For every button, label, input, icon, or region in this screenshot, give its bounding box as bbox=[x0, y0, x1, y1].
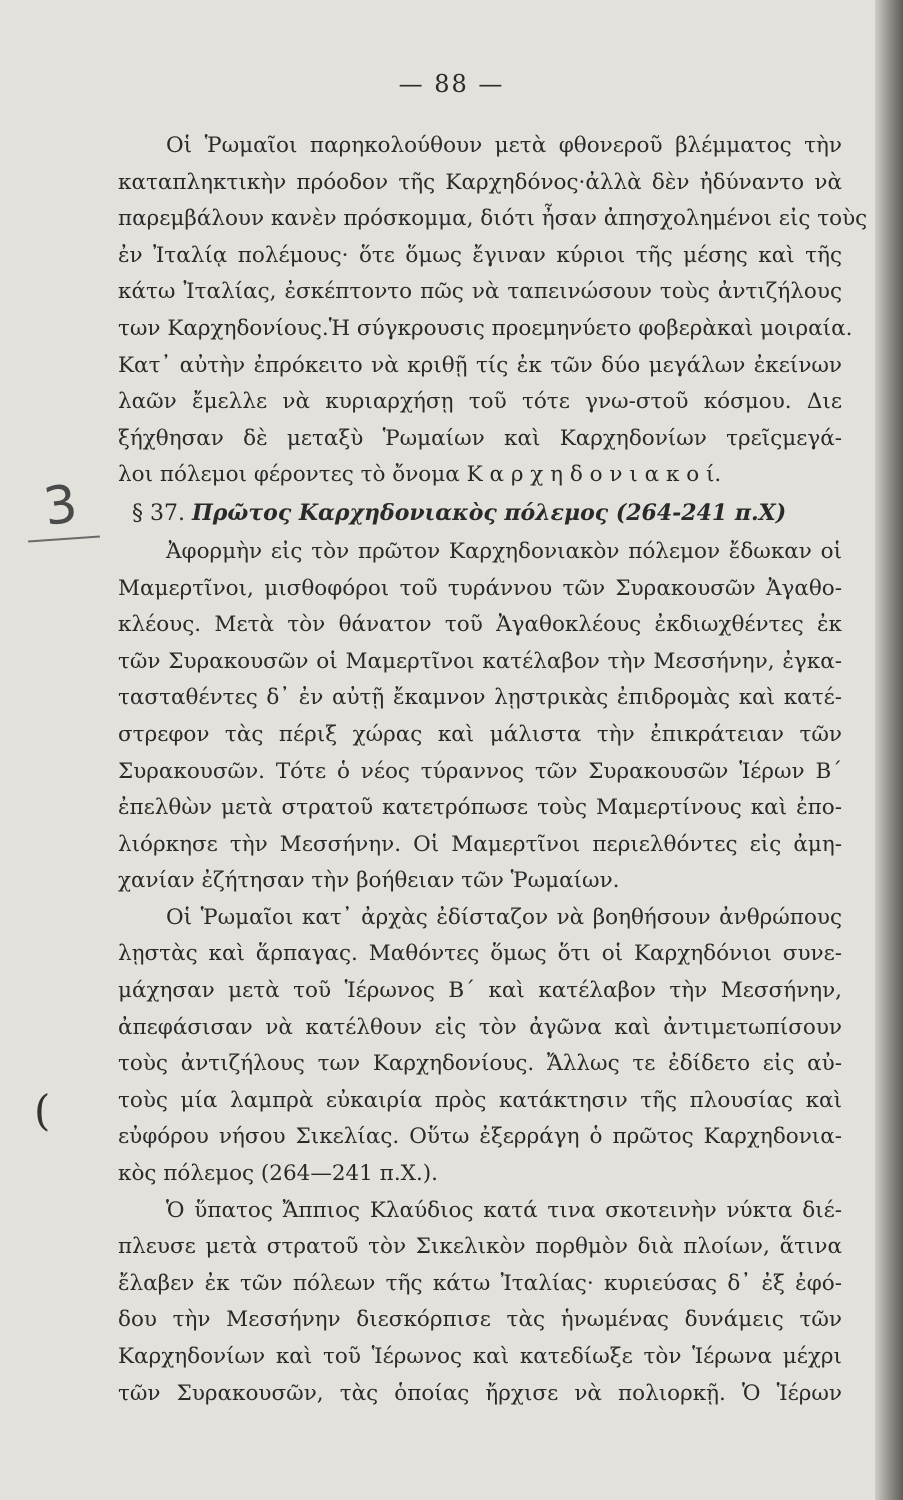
margin-handwritten-paren: ( bbox=[34, 1086, 51, 1135]
text-line: Μαμερτῖνοι, μισθοφόροι τοῦ τυράννου τῶν Συρακουσῶν Ἀγαθο- bbox=[118, 575, 842, 601]
paragraph-1 bbox=[118, 128, 868, 494]
text-line: Συρακουσῶν. Τότε ὁ νέος τύραννος τῶν Συρακουσῶν Ἱέρων Β΄ bbox=[118, 758, 842, 784]
text-line: των Καρχηδονίους.Ἡ σύγκρουσις προεμηνύετο φοβερὰκαὶ μοιραία. bbox=[118, 315, 853, 341]
text-line: κάτω Ἰταλίας, ἐσκέπτοντο πῶς νὰ ταπεινώσουν τοὺς ἀντιζήλους bbox=[118, 279, 842, 305]
body-text bbox=[118, 128, 868, 1412]
text-line: στρεφον τὰς πέριξ χώρας καὶ μάλιστα τὴν ἐπικράτειαν τῶν bbox=[118, 721, 842, 747]
text-line: χανίαν ἐζήτησαν τὴν βοήθειαν τῶν Ῥωμαίων. bbox=[118, 868, 620, 894]
section-title: Πρῶτος Καρχηδονιακὸς πόλεμος (264-241 π.Χ) bbox=[191, 499, 787, 526]
text-line: τῶν Συρακουσῶν οἱ Μαμερτῖνοι κατέλαβον τὴν Μεσσήνην, ἐγκα- bbox=[118, 648, 842, 674]
text-line: λαῶν ἔμελλε νὰ κυριαρχήσῃ τοῦ τότε γνω-στοῦ κόσμου. Διε bbox=[118, 389, 842, 415]
page-edge-shadow bbox=[875, 0, 903, 1500]
text-line: κλέους. Μετὰ τὸν θάνατον τοῦ Ἀγαθοκλέους ἐκδιωχθέντες ἐκ bbox=[118, 612, 842, 638]
text-line: καταπληκτικὴν πρόοδον τῆς Καρχηδόνος·ἀλλὰ δὲν ἠδύναντο νὰ bbox=[118, 169, 842, 195]
margin-handwritten-rule bbox=[28, 535, 100, 542]
text-line: τοὺς μία λαμπρὰ εὐκαιρία πρὸς κατάκτησιν τῆς πλουσίας καὶ bbox=[118, 1087, 842, 1113]
paragraph-2 bbox=[118, 534, 842, 900]
text-line: παρεμβάλουν κανὲν πρόσκομμα, διότι ἦσαν ἀπησχολημένοι εἰς τοὺς bbox=[118, 206, 868, 232]
text-line: Οἱ Ῥωμαῖοι κατ᾽ ἀρχὰς ἐδίσταζον νὰ βοηθήσουν ἀνθρώπους bbox=[166, 904, 842, 930]
text-line: Ὁ ὕπατος Ἄππιος Κλαύδιος κατά τινα σκοτεινὴν νύκτα διέ- bbox=[166, 1197, 842, 1223]
text-line: Οἱ Ῥωμαῖοι παρηκολούθουν μετὰ φθονεροῦ βλέμματος τὴν bbox=[166, 133, 842, 158]
text-line: λιόρκησε τὴν Μεσσήνην. Οἱ Μαμερτῖνοι περιελθόντες εἰς ἀμη- bbox=[118, 831, 842, 857]
text-line: δου τὴν Μεσσήνην διεσκόρπισε τὰς ἡνωμένας δυνάμεις τῶν bbox=[118, 1307, 842, 1333]
text-line: τοὺς ἀντιζήλους των Καρχηδονίους. Ἄλλως τε ἐδίδετο εἰς αὐ- bbox=[118, 1051, 842, 1077]
page-number: — 88 — bbox=[398, 70, 505, 98]
text-line: ἔλαβεν ἐκ τῶν πόλεων τῆς κάτω Ἰταλίας· κυριεύσας δ᾽ ἐξ ἐφό- bbox=[118, 1270, 842, 1296]
text-line: Ἀφορμὴν εἰς τὸν πρῶτον Καρχηδονιακὸν πόλεμον ἔδωκαν οἱ bbox=[166, 538, 842, 564]
text-line: Κατ᾽ αὐτὴν ἐπρόκειτο νὰ κριθῇ τίς ἐκ τῶν δύο μεγάλων ἐκείνων bbox=[118, 352, 842, 378]
margin-handwritten-number: 3 bbox=[39, 473, 82, 539]
text-line: ἀπεφάσισαν νὰ κατέλθουν εἰς τὸν ἀγῶνα καὶ ἀντιμετωπίσουν bbox=[118, 1014, 842, 1040]
paragraph-4 bbox=[118, 1193, 842, 1413]
text-line: πλευσε μετὰ στρατοῦ τὸν Σικελικὸν πορθμὸν διὰ πλοίων, ἅτινα bbox=[118, 1234, 842, 1260]
text-line: εὐφόρου νήσου Σικελίας. Οὕτω ἐξερράγη ὁ πρῶτος Καρχηδονια- bbox=[118, 1124, 842, 1150]
text-line: λοι πόλεμοι φέροντες τὸ ὄνομα Κ α ρ χ η δ ο ν ι α κ ο ί. bbox=[118, 462, 722, 488]
section-number: § 37. bbox=[132, 500, 185, 526]
text-line: τασταθέντες δ᾽ ἐν αὐτῇ ἔκαμνον λῃστρικὰς ἐπιδρομὰς καὶ κατέ- bbox=[118, 685, 842, 711]
text-line: λῃστὰς καὶ ἅρπαγας. Μαθόντες ὅμως ὅτι οἱ Καρχηδόνιοι συνε- bbox=[118, 941, 842, 967]
text-line: μάχησαν μετὰ τοῦ Ἱέρωνος Β΄ καὶ κατέλαβον τὴν Μεσσήνην, bbox=[118, 978, 842, 1004]
paragraph-3 bbox=[118, 900, 842, 1193]
text-line: ξήχθησαν δὲ μεταξὺ Ῥωμαίων καὶ Καρχηδονίων τρεῖςμεγά- bbox=[118, 425, 842, 451]
text-line: ἐν Ἰταλίᾳ πολέμους· ὅτε ὅμως ἔγιναν κύριοι τῆς μέσης καὶ τῆς bbox=[118, 242, 842, 268]
text-line: τῶν Συρακουσῶν, τὰς ὁποίας ἤρχισε νὰ πολιορκῇ. Ὁ Ἱέρων bbox=[118, 1380, 842, 1406]
text-line: κὸς πόλεμος (264—241 π.Χ.). bbox=[118, 1161, 439, 1187]
text-line: Καρχηδονίων καὶ τοῦ Ἱέρωνος καὶ κατεδίωξε τὸν Ἱέρωνα μέχρι bbox=[118, 1344, 842, 1369]
text-line: ἐπελθὼν μετὰ στρατοῦ κατετρόπωσε τοὺς Μαμερτίνους καὶ ἐπο- bbox=[118, 795, 842, 821]
section-heading bbox=[118, 494, 842, 532]
